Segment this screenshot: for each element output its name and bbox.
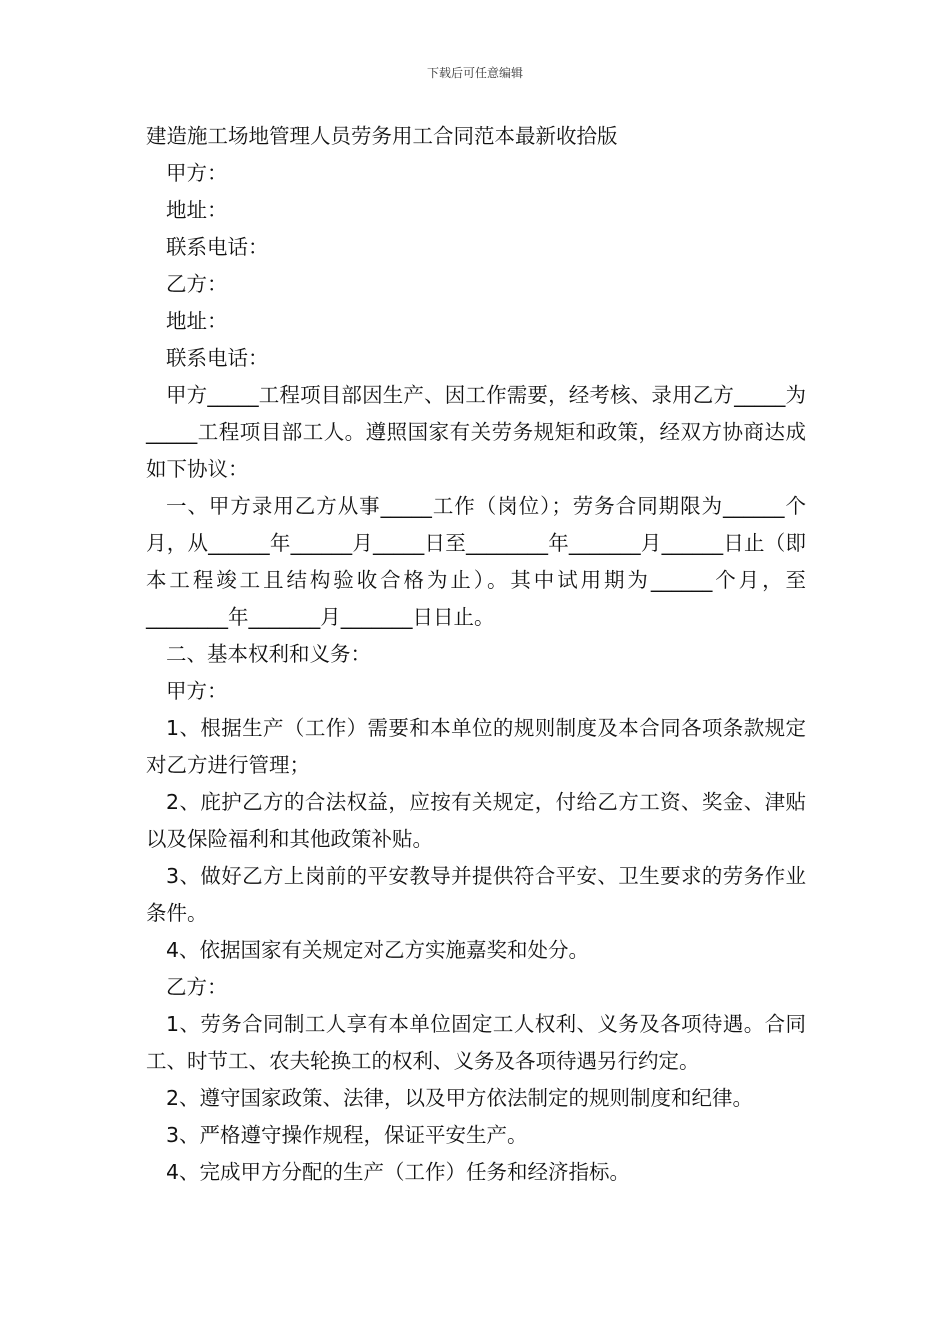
party-b-duty-item: 4、完成甲方分配的生产（工作）任务和经济指标。 [166,1160,631,1184]
party-a-duties-label: 甲方： [166,679,228,703]
party-a-address: 地址： [166,198,228,222]
party-b-address: 地址： [166,309,228,333]
party-b-duties-label: 乙方： [166,975,228,999]
party-a-duty-item: 1、根据生产（工作）需要和本单位的规则制度及本合同各项条款规定对乙方进行管理； [146,716,806,777]
party-a-label: 甲方： [166,161,228,185]
page-header-note: 下载后可任意编辑 [426,66,523,80]
party-b-label: 乙方： [166,272,228,296]
clause-2-heading: 二、基本权利和义务： [166,642,371,666]
contract-document [146,118,806,1191]
party-a-phone: 联系电话： [166,235,269,259]
party-a-duty-item: 4、依据国家有关规定对乙方实施嘉奖和处分。 [166,938,590,962]
party-b-duty-item: 3、严格遵守操作规程，保证平安生产。 [166,1123,528,1147]
party-b-duty-item: 1、劳务合同制工人享有本单位固定工人权利、义务及各项待遇。合同工、时节工、农夫轮换工的权利、义务及各项待遇另行约定。 [146,1012,806,1073]
party-a-duty-item: 2、庇护乙方的合法权益，应按有关规定，付给乙方工资、奖金、津贴以及保险福利和其他政策补贴。 [146,790,806,851]
intro-paragraph: 甲方_____工程项目部因生产、因工作需要，经考核、录用乙方_____为_____工程项目部工人。遵照国家有关劳务规矩和政策，经双方协商达成如下协议： [146,383,806,481]
party-b-duty-item: 2、遵守国家政策、法律，以及甲方依法制定的规则制度和纪律。 [166,1086,754,1110]
clause-1-paragraph: 一、甲方录用乙方从事_____工作（岗位）；劳务合同期限为______个月，从______年______月_____日至________年_______月______日止（即本工程竣工且结构验收合格为止）。其中试用期为______个月，至________年_______月_______日日止。 [146,494,806,629]
party-b-phone: 联系电话： [166,346,269,370]
party-a-duty-item: 3、做好乙方上岗前的平安教导并提供符合平安、卫生要求的劳务作业条件。 [146,864,806,925]
document-title: 建造施工场地管理人员劳务用工合同范本最新收拾版 [146,124,618,148]
